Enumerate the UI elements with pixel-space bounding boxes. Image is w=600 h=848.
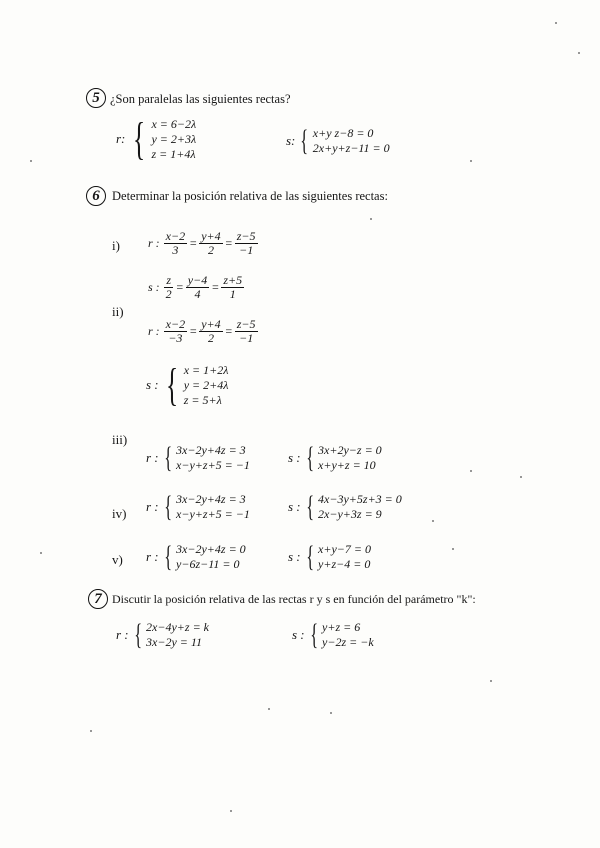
scan-speck (452, 548, 454, 550)
item-iii-s-system (288, 443, 382, 473)
item-iv-s-system (288, 492, 402, 522)
brace: { (309, 618, 318, 651)
s-label: s : (146, 377, 159, 392)
scan-speck (490, 680, 492, 682)
brace: { (163, 540, 172, 573)
equation: y−2z = −k (322, 635, 374, 649)
scan-speck (578, 52, 580, 54)
item-iii-r-system (146, 443, 250, 473)
s-label: s : (288, 549, 301, 564)
s-label: s : (288, 450, 301, 465)
item-iv-r-system (146, 492, 250, 522)
fraction: $\frac{x-2}{3}$ (165, 229, 186, 257)
brace: { (163, 441, 172, 474)
fraction: $\frac{y+4}{2}$ (201, 229, 221, 257)
brace: { (163, 490, 172, 523)
item-ii-label: ii) (112, 304, 124, 319)
equation: 3x−2y+4z = 3 (176, 443, 246, 457)
fraction: $\frac{z-5}{-1}$ (236, 229, 256, 257)
brace: { (133, 113, 146, 164)
ex5-line-r (116, 113, 197, 164)
brace: { (305, 540, 314, 573)
equation: y−6z−11 = 0 (176, 557, 240, 571)
exercise-5-title: ¿Son paralelas las siguientes rectas? (110, 92, 291, 106)
scan-speck (470, 470, 472, 472)
exercise-6-title: Determinar la posición relativa de las siguientes rectas: (112, 189, 388, 203)
s-label: s : (292, 627, 305, 642)
item-i-s-equation: s : $\frac{z}{2}$ = $\frac{y-4}{4}$ = $\frac{z+5}{1}$ (148, 273, 243, 301)
equation: x−y+z+5 = −1 (176, 507, 250, 521)
item-v-s-system (288, 542, 371, 572)
scan-speck (432, 520, 434, 522)
ex5-s-label: s: (286, 133, 296, 148)
ex5-r-label: r: (116, 131, 126, 146)
equation: 2x−4y+z = k (146, 620, 209, 634)
scan-speck (268, 708, 270, 710)
item-ii-s-system (146, 359, 229, 410)
equation: 3x+2y−z = 0 (318, 443, 382, 457)
r-label: r : (146, 549, 159, 564)
item-ii-r-equation: r : $\frac{x-2}{-3}$ = $\frac{y+4}{2}$ = $\frac{z-5}{-1}$ (148, 317, 256, 345)
s-label: s : (148, 280, 160, 294)
equation: x+y−7 = 0 (318, 542, 371, 556)
r-label: r : (146, 450, 159, 465)
ex7-line-s (292, 620, 374, 650)
equation: z = 1+4λ (151, 146, 196, 161)
equation: 3x−2y+4z = 3 (176, 492, 246, 506)
equation: 3x−2y+4z = 0 (176, 542, 246, 556)
exercise-6-number: 6 (86, 186, 106, 206)
equation: x−y+z+5 = −1 (176, 458, 250, 472)
r-label: r : (116, 627, 129, 642)
scan-speck (470, 160, 472, 162)
equation: x+y+z = 10 (318, 458, 376, 472)
item-v-r-system (146, 542, 246, 572)
equation: 3x−2y = 11 (146, 635, 203, 649)
equation: y = 2+3λ (151, 131, 197, 146)
fraction: $\frac{z+5}{1}$ (223, 273, 243, 301)
equation: y+z = 6 (322, 620, 361, 634)
item-iii-label: iii) (112, 432, 128, 447)
s-label: s : (288, 499, 301, 514)
fraction: $\frac{y-4}{4}$ (187, 273, 208, 301)
r-label: r : (148, 324, 160, 338)
scan-speck (330, 712, 332, 714)
scan-speck (230, 810, 232, 812)
brace: { (300, 124, 309, 157)
brace: { (305, 441, 314, 474)
ex7-line-r (116, 620, 209, 650)
equation: x = 6−2λ (151, 116, 197, 131)
fraction: $\frac{y+4}{2}$ (201, 317, 221, 345)
equation: y+z−4 = 0 (318, 557, 371, 571)
scan-speck (370, 218, 372, 220)
scan-speck (30, 160, 32, 162)
brace: { (133, 618, 142, 651)
fraction: $\frac{z-5}{-1}$ (236, 317, 256, 345)
item-i-label: i) (112, 238, 120, 253)
item-i-r-equation: r : $\frac{x-2}{3}$ = $\frac{y+4}{2}$ = $\frac{z-5}{-1}$ (148, 229, 256, 257)
scan-speck (520, 476, 522, 478)
exercise-7-number: 7 (88, 589, 108, 609)
scan-speck (555, 22, 557, 24)
exercise-5-number: 5 (86, 88, 106, 108)
r-label: r : (146, 499, 159, 514)
equation: 2x−y+3z = 9 (318, 507, 382, 521)
ex5-line-s (286, 126, 390, 156)
equation: x = 1+2λ (183, 362, 229, 377)
fraction: $\frac{x-2}{-3}$ (165, 317, 186, 345)
scan-speck (90, 730, 92, 732)
brace: { (305, 490, 314, 523)
r-label: r : (148, 236, 160, 250)
item-iv-label: iv) (112, 506, 127, 521)
equation: y = 2+4λ (183, 377, 229, 392)
exercise-7-title: Discutir la posición relativa de las rectas r y s en función del parámetro "k": (112, 592, 476, 606)
equation: z = 5+λ (183, 392, 222, 407)
scan-speck (40, 552, 42, 554)
item-v-label: v) (112, 552, 123, 567)
fraction: $\frac{z}{2}$ (165, 273, 172, 301)
equation: 2x+y+z−11 = 0 (312, 141, 390, 155)
equation: x+y z−8 = 0 (312, 126, 374, 140)
brace: { (165, 359, 178, 410)
equation: 4x−3y+5z+3 = 0 (318, 492, 402, 506)
